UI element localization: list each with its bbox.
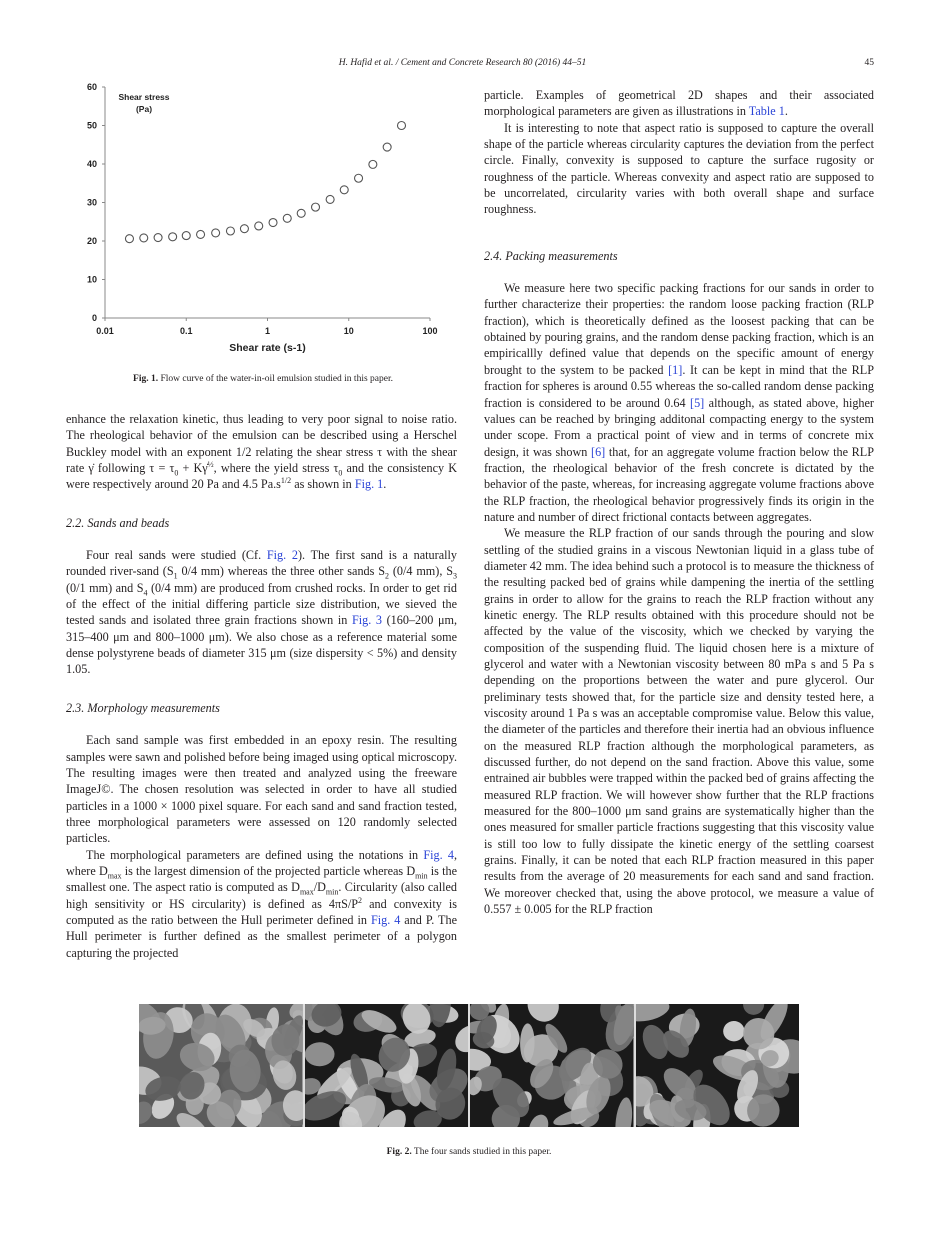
ref-6-link[interactable]: [6] [591, 444, 606, 459]
paragraph-aspect-ratio: It is interesting to note that aspect ratio is supposed to capture the overall shape of the particle whereas circularity captures the deviation from the perfect circle. Finally, convexity is supposed to capture the surface rugosity or roughness of the particle. Whereas convexity and aspect ratio are supposed to be uncorrelated, circularity varies with both overall shape and surface roughness. [484, 120, 874, 217]
page-number: 45 [864, 58, 874, 68]
svg-text:40: 40 [86, 159, 97, 169]
right-column [484, 87, 874, 918]
chart-svg [66, 80, 460, 365]
table1-link[interactable]: Table 1 [748, 104, 785, 119]
fig2-sand-images [139, 1004, 799, 1127]
fig4-link[interactable]: Fig. 4 [423, 847, 454, 862]
svg-text:(Pa): (Pa) [135, 104, 153, 114]
svg-text:30: 30 [86, 197, 97, 208]
svg-text:10: 10 [343, 326, 354, 336]
fig1-caption-text: Flow curve of the water-in-oil emulsion studied in this paper. [158, 374, 393, 384]
svg-text:50: 50 [86, 120, 97, 131]
running-title: H. Hafid et al. / Cement and Concrete Research 80 (2016) 44–51 [338, 58, 587, 68]
svg-text:10: 10 [86, 274, 97, 285]
fig1-flow-curve-chart [66, 80, 460, 365]
section-heading-2-2: 2.2. Sands and beads [66, 515, 170, 530]
running-header [0, 58, 925, 72]
svg-text:Shear stress: Shear stress [118, 92, 170, 102]
svg-text:0.1: 0.1 [179, 326, 193, 336]
paragraph-examples: particle. Examples of geometrical 2D shapes and their associated morphological parameters are given as illustrations in Table 1. [484, 88, 874, 119]
sand-panel-s3 [470, 1004, 634, 1127]
svg-text:Shear rate (s-1): Shear rate (s-1) [229, 342, 306, 354]
paragraph-morphology-2: The morphological parameters are defined using the notations in Fig. 4, where $D_{max}$ is the largest dimension of the projected particle whereas $D_{min}$ is the smallest one. The aspect ratio is computed as $D_{max}/D_{min}$. Circularity (also called high sensitivity or HS circularity) is defined as $4\pi S/P^2$ and convexity is computed as the ratio between the Hull perimeter defined in Fig. 4 and P. The Hull perimeter is further defined as the smallest perimeter of a polygon capturing the projected [66, 847, 457, 960]
paragraph-sands: Four real sands were studied (Cf. Fig. 2). The first sand is a naturally rounded river-sand ($S_1$ 0/4 mm) whereas the three other sands $S_2$ (0/4 mm), $S_3$ (0/1 mm) and $S_4$ (0/4 mm) are produced from crushed rocks. In order to get rid of the effect of the initial differing particle size distribution, we sieved the tested sands and isolated three grain fractions shown in Fig. 3 (160–200 μm, 315–400 μm and 800–1000 μm). We also chose as a reference material some dense polystyrene beads of diameter 315 μm (size dispersity < 5%) and density 1.05. [66, 548, 458, 677]
svg-text:0: 0 [91, 313, 97, 323]
paragraph-hb-model: enhance the relaxation kinetic, thus leading to very poor signal to noise ratio. The rheological behavior of the emulsion can be described using a Herschel Buckley model with an exponent 1/2 relating the shear stress τ with the shear rate γ̇ following $\tau = \tau_0$ + Kγ̇$^{\frac{1}{2}}$, where the yield stress $\tau_0$ and the consistency K were respectively around 20 Pa and 4.5 $Pa.s^{1/2}$ as shown in Fig. 1. [66, 412, 457, 492]
fig2-caption [139, 1147, 799, 1157]
ref-1-link[interactable]: [1] [668, 362, 683, 377]
section-heading-2-4: 2.4. Packing measurements [484, 248, 618, 263]
svg-text:60: 60 [86, 82, 97, 92]
sand-panel-s2 [305, 1004, 469, 1127]
fig1-label: Fig. 1. [133, 374, 159, 384]
fig2-link[interactable]: Fig. 2 [266, 548, 298, 563]
fig4-link-2[interactable]: Fig. 4 [370, 912, 401, 927]
svg-text:1: 1 [264, 326, 271, 336]
sand-panel-s1 [139, 1004, 303, 1127]
paragraph-packing-1: We measure here two specific packing fractions for our sands in order to further characterize their properties: the random loose packing fraction (RLP fraction), which is theoretically defined as the loosest packing that can be obtained by pouring grains, and the random dense packing fraction, which is an empiricallly defined value that depends on the specific amount of energy brought to the system to be packed [1]. It can be kept in mind that the RLP fraction for spheres is around 0.55 whereas the so-called random dense packing fraction is considered to be around 0.64 [5] although, as stated above, higher values can be reached by bringing additonal compacting energy to the system under scope. From a practical point of view and in terms of concrete mix design, it was shown [6] that, for an aggregate volume fraction below the RLP fraction, the rheological behavior of the fresh concrete is dictated by the behavior of the paste, whereas, for increasing aggregate volume fractions above the RLP fraction, the rheological behavior progressively finds its origin in the nature and number of direct frictional contacts between aggregates. [484, 281, 874, 524]
svg-text:100: 100 [422, 326, 438, 336]
svg-text:20: 20 [86, 236, 97, 246]
section-heading-2-3: 2.3. Morphology measurements [66, 700, 220, 715]
fig2-label: Fig. 2. [386, 1147, 412, 1157]
svg-text:0.01: 0.01 [96, 326, 114, 336]
sand-panel-s4 [636, 1004, 800, 1127]
fig3-link[interactable]: Fig. 3 [351, 613, 382, 628]
fig1-link[interactable]: Fig. 1 [354, 477, 384, 492]
fig1-caption [66, 374, 460, 384]
left-column [66, 411, 457, 961]
fig2-caption-text: The four sands studied in this paper. [411, 1147, 552, 1157]
paragraph-morphology-1: Each sand sample was first embedded in an epoxy resin. The resulting samples were sawn and polished before being imaged using optical microscopy. The resulting images were then treated and analyzed using the freeware ImageJ©. The chosen resolution was selected in order to have all studied particles in a 1000 × 1000 pixel square. For each sand and sand fraction tested, three morphological parameters were assessed on 120 randomly selected particles. [66, 733, 457, 846]
paragraph-packing-2: We measure the RLP fraction of our sands through the pouring and slow settling of the studied grains in a viscous Newtonian liquid in a glass tube of diameter 42 mm. The idea behind such a protocol is to measure the thickness of the resulting packed bed of grains while dampening the inertia of the settling grains in order to allow for the grains to reach the RLP fraction without any kinetic energy. The RLP results obtained with this procedure should not be affected by the value of the viscosity, which we checked by varying the composition of the suspending fluid. The liquid chosen here is a mixture of glycerol and water with a Newtonian viscosity between 80 mPa s and 5 Pa s depending on the proportions between the water and pure glycerol. Our preliminary tests showed that, for the particle size and density tested here, a viscosity around 1 Pa s was an acceptable compromise value. Below this value, the diameter of the particles and therefore their inertia had an obvious influence on the measured RLP fraction although the morphological parameters, as discussed further, do not depend on the sand fraction. Above this value, some entrained air bubbles were trapped within the packed bed of grains affecting the measured RLP fraction. We will however show further that the RLP fractions measured for the 800–1000 μm sand grains are systematically higher than the ones measured for smaller particle fractions suggesting that this viscosity value is still too low to fully dissipate the kinetic energy of the settling coarsest grains. Finally, it can be noted that each RLP fraction measured in this paper results from the average of 20 measurements for each sand and sand fraction. We moreover checked that, using the above protocol, we measure a value of 0.557 ± 0.005 for the RLP fraction [484, 526, 874, 917]
ref-5-link[interactable]: [5] [690, 395, 705, 410]
